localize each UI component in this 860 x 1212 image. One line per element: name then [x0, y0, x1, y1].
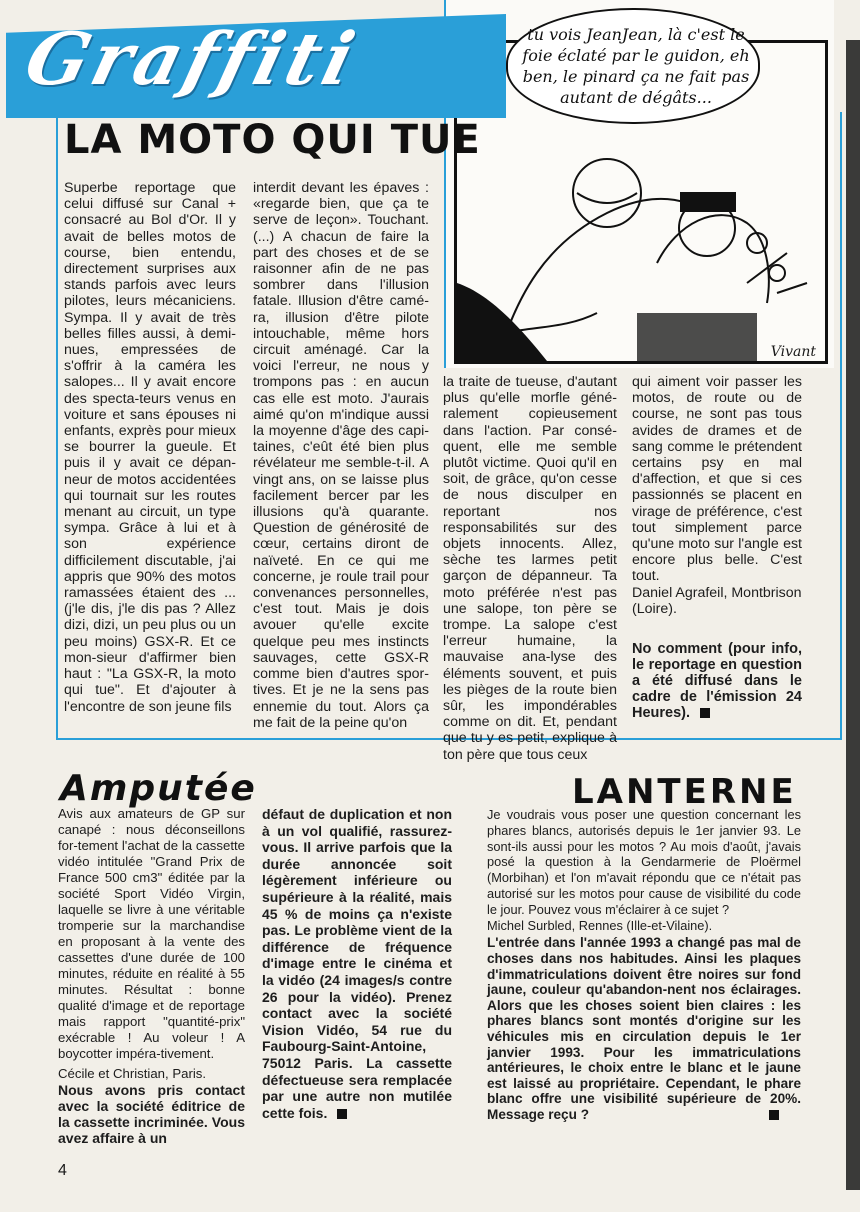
amputee-column-1 — [58, 806, 245, 1146]
article-column-1 — [64, 180, 236, 715]
lanterne-title: LANTERNE — [572, 772, 797, 812]
amputee-reply-cont — [262, 806, 452, 1121]
amputee-reply-text: défaut de duplication et non à un vol qualifié, rassurez-vous. Il arrive parfois que la durée annoncée soit légèrement inférieure ou supérieure à la réalité, mais 45 % de moins ça n'existe pas. Le problème vient de la différence de fréquence d'image entre le cinéma et la vidéo (24 images/s contre 26 pour la vidéo). Prenez contact avec la société Vision Vidéo, 54 rue du Faubourg-Saint-Antoine, 75012 Paris. La cassette défectueuse sera remplacée par une autre non mutilée cette fois. — [262, 806, 452, 1121]
lanterne-author: Michel Surbled, Rennes (Ille-et-Vilaine). — [487, 917, 713, 933]
lanterne-reply — [487, 935, 801, 1122]
article-col1-text: Superbe reportage que celui diffusé sur Canal + consacré au Bol d'Or. Il y avait de belles motos de course, bien entendu, directement surprises aux stands parfois avec leurs pilotes, leurs mécaniciens. Sympa. Il y avait de très belles filles aussi, à demi-nues, empressées de s'offrir à la caméra les salopes... Il y avait encore des specta-teurs venus en voiture et sans épouses ni enfants, exprès pour mieux se bourrer la gueule. Et puis il y avait ce dépan-neur de motos accidentées qui tournait sur les routes menant au circuit, un type sympa. Grâce à lui et à son expérience difficilement discutable, j'ai appris que 90% des motos ramassées étaient des ... (j'le dis, j'le dis pas ? Allez dizi, dizi, un peu plus ou un peu moins) GSX-R. Et ce mon-sieur d'affirmer bien haut : "La GSX-R, la moto qui tue". Et d'ajouter à l'encontre de son jeune fils — [64, 180, 236, 715]
end-mark-icon — [337, 1109, 347, 1119]
amputee-column-2 — [262, 806, 452, 1121]
editor-reply — [632, 641, 802, 721]
end-mark-icon — [700, 708, 710, 718]
article-col4-text: qui aiment voir passer les motos, de route ou de course, ne sont pas tous avides de drames et de sang comme le prétendent certains psy en mal d'affection, et que si ces passionnés se placent en virage de préférence, c'est tout simplement parce qu'une moto sur l'angle est encore plus belle. C'est tout. — [632, 374, 802, 585]
article-headline: LA MOTO QUI TUE — [64, 117, 481, 163]
editor-reply-text: No comment (pour info, le reportage en question a été diffusé dans le cadre de l'émission 24 Heures). — [632, 641, 802, 722]
amputee-author: Cécile et Christian, Paris. — [58, 1066, 207, 1081]
amputee-title: Amputée — [60, 768, 257, 809]
lanterne-column — [487, 807, 801, 1123]
article-column-2 — [253, 180, 429, 731]
page-edge-shadow — [846, 40, 860, 1190]
lanterne-letter: Je voudrais vous poser une question concernant les phares blancs, autorisés depuis le 1er janvier 93. Le sont-ils aussi pour les motos ? Au mois d'août, j'avais posé la question à la Gendarmerie de Ploërmel (Morbihan) et l'on m'avait répondu que ce n'était pas autorisé sur les motos pour cause de visibilité du code le jour. Pouvez vous m'éclairer à ce sujet ? — [487, 807, 801, 917]
amputee-letter: Avis aux amateurs de GP sur canapé : nous déconseillons for-tement l'achat de la cassette vidéo intitulée "Grand Prix de France 500 cm3" éditée par la société Sport Vidéo Virgin, laquelle se livre à une véritable tromperie sur la marchandise en proposant à la vente des cassettes d'une durée de 100 minutes, réduite en réalité à 55 minutes. Résultat : bonne qualité d'image et de reportage mais rapport "quantité-prix" exécrable ! Au voleur ! A boycotter impéra-tivement. — [58, 806, 245, 1061]
cartoonist-signature: Vivant — [770, 344, 816, 360]
banner-title: Graffiti — [17, 16, 367, 101]
end-mark-icon — [769, 1110, 779, 1120]
speech-text: tu vois JeanJean, là c'est le foie éclaté par le guidon, eh ben, le pinard ça ne fait pas autant de dégâts... — [522, 25, 750, 107]
article-col2-text: interdit devant les épaves : «regarde bien, que ça te serve de leçon». Touchant. (...) A chacun de faire la part des choses et de se raisonner afin de ne pas sombrer dans l'illusion fatale. Illusion d'être camé-ra, illusion d'être pilote intouchable, même hors circuit aménagé. Car la voici l'erreur, ne nous y trompons pas : en aucun cas elle est moto. J'aurais aimé qu'on m'indique aussi la moyenne d'âge des capi-taines, c'eût été bien plus révélateur me semble-t-il. A vingt ans, on se laisse plus facilement bercer par les illusions qu'à quarante. Question de générosité de cœur, certains diront de naïveté. En ce qui me concerne, je roule trail pour convenances personnelles, c'est tout. Mais je dois avouer qu'elle excite quelque peu mes instincts sauvages, cette GSX-R comme bien d'autres spor-tives. Et je ne la sens pas ennemie du tout. Alors ça me fait de la peine qu'on — [253, 180, 429, 731]
article-column-3 — [443, 374, 617, 763]
page-number: 4 — [58, 1162, 67, 1179]
article-column-4 — [632, 374, 802, 721]
amputee-reply-start: Nous avons pris contact avec la société éditrice de la cassette incriminée. Vous avez affaire à un — [58, 1082, 245, 1146]
article-col3-text: la traite de tueuse, d'autant plus qu'elle morfle géné-ralement copieusement dans l'action. Par consé-quent, elle me semble plutôt victime. Quoi qu'il en soit, de grâce, qu'on cesse de nous disculper en reportant nos responsabilités sur des objets innocents. Allez, sèche tes larmes petit garçon de dépanneur. Ta moto préférée n'est pas une salope, ton père se trompe. La salope c'est l'erreur humaine, la mauvaise ana-lyse des éléments souvent, et puis les pièges de la route bien sûr, les impondérables comme on dit. Et, pendant que tu y es petit, explique à ton père que tous ceux — [443, 374, 617, 763]
article-author: Daniel Agrafeil, Montbrison (Loire). — [632, 584, 802, 617]
lanterne-reply-text: L'entrée dans l'année 1993 a changé pas mal de choses dans nos habitudes. Ainsi les plaques d'immatriculations doivent être noires sur fond jaune, couleur qu'abandon-nent nos éclairages. Alors que les choses soient bien claires : les phares blancs sont montés d'origine sur les véhicules mis en circulation depuis le 1er janvier 1993. Pour les immatriculations antérieures, le choix entre le blanc et le jaune est laissé au propriétaire. Cependant, le phare blanc offre une visibilité supérieure de 20%. Message reçu ? — [487, 935, 801, 1122]
